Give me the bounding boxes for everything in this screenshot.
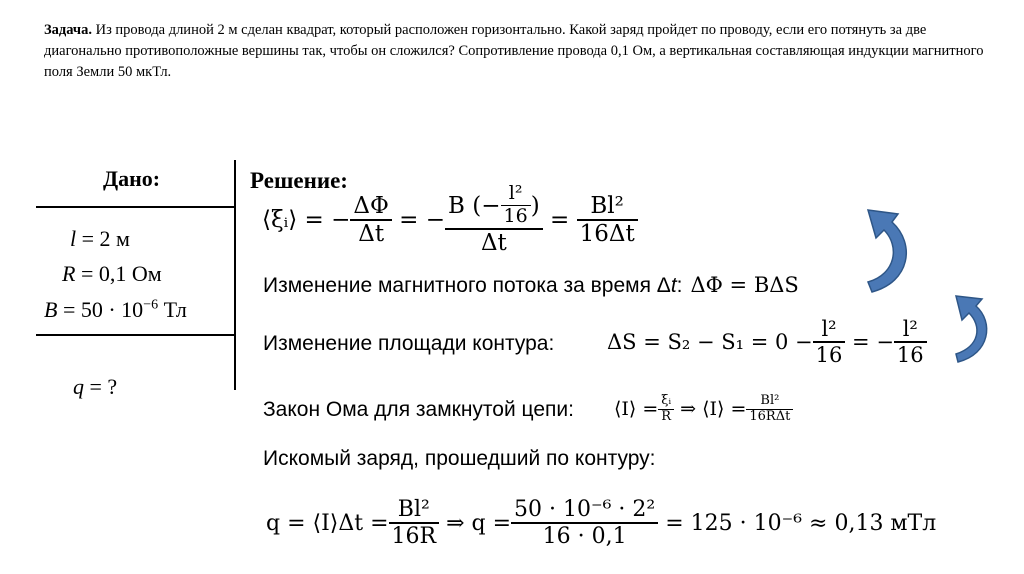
given-title: Дано: — [103, 166, 161, 191]
charge-result: = 125 · 10⁻⁶ ≈ 0,13 мТл — [658, 510, 937, 536]
charge-frac-2-den: 16 · 0,1 — [542, 524, 627, 549]
ohm-mid: ⇒ ⟨I⟩ = — [674, 398, 747, 420]
emf-frac-2 — [445, 183, 543, 256]
area-mid: = − — [845, 330, 894, 354]
emf-frac-1 — [350, 193, 391, 248]
problem-text: Из провода длиной 2 м сделан квадрат, который расположен горизонтально. Какой заряд пройдет по проводу, если его потянуть за две диагонально противоположные вершины так, чтобы он сложился? Сопротивление провода 0,1 Ом, а вертикальная составляющая индукции магнитного поля Земли 50 мкТл. — [44, 22, 984, 80]
emf-equation — [262, 180, 638, 260]
ohm-frac-1 — [658, 394, 674, 425]
given-induction-exp: −6 — [143, 297, 159, 313]
charge-frac-1-den: 16R — [391, 524, 437, 549]
emf-frac-3 — [577, 193, 638, 248]
given-unknown — [73, 374, 117, 400]
charge-lhs: q = ⟨I⟩Δt = — [266, 510, 389, 536]
ohm-law-equation — [614, 384, 793, 434]
flux-change-label-t: t — [670, 274, 677, 297]
given-unknown-value: = ? — [84, 374, 118, 399]
given-resistance-var: R — [62, 261, 76, 286]
emf-lhs: ⟨ξᵢ⟩ = − — [262, 207, 351, 233]
charge-frac-1-num: Bl² — [389, 497, 440, 524]
given-induction-unit: Тл — [158, 297, 187, 322]
emf-frac-2-num-pre: B (− — [448, 192, 501, 219]
given-length-value: = 2 м — [76, 226, 130, 251]
ohm-frac-2-num: Bl² — [746, 394, 793, 410]
area-frac-1 — [813, 317, 846, 367]
given-induction-value: = 50 · 10 — [57, 297, 144, 322]
charge-label: Искомый заряд, прошедший по контуру: — [263, 447, 656, 470]
emf-frac-2-num — [445, 183, 543, 230]
given-induction-var: B — [44, 297, 58, 322]
emf-mid: = − — [391, 207, 446, 233]
ohm-frac-2 — [746, 394, 793, 425]
given-length-var: l — [70, 226, 77, 251]
given-unknown-var: q — [73, 374, 84, 399]
emf-frac-2-den: Δt — [480, 230, 507, 257]
emf-inner-frac — [501, 183, 531, 228]
emf-eq: = — [542, 207, 577, 233]
ohm-law-label: Закон Ома для замкнутой цепи: — [263, 398, 574, 421]
emf-inner-den: 16 — [503, 205, 528, 228]
charge-mid: ⇒ q = — [439, 510, 512, 536]
charge-equation — [266, 485, 936, 561]
curved-arrow-icon — [862, 196, 922, 296]
problem-label: Задача. — [44, 22, 92, 38]
flux-change-label: Изменение магнитного потока за время Δ — [263, 274, 671, 297]
problem-statement — [44, 20, 994, 83]
given-induction — [44, 297, 187, 323]
ohm-frac-1-num: ξᵢ — [658, 394, 674, 410]
ohm-frac-2-den: 16RΔt — [749, 408, 791, 424]
charge-frac-2-num: 50 · 10⁻⁶ · 2² — [511, 497, 658, 524]
area-frac-2-num: l² — [894, 317, 927, 343]
emf-frac-2-num-post: ) — [530, 192, 540, 219]
emf-frac-1-num: ΔΦ — [350, 193, 391, 221]
ohm-frac-1-den: R — [661, 408, 672, 424]
solution-title: Решение: — [250, 168, 348, 193]
flux-change-formula: ΔΦ = BΔS — [690, 273, 799, 297]
given-bottom-divider — [36, 334, 234, 336]
given-vertical-divider — [234, 160, 236, 390]
charge-frac-1 — [389, 497, 440, 550]
given-top-divider — [36, 206, 234, 208]
area-frac-1-num: l² — [813, 317, 846, 343]
given-length — [70, 226, 130, 252]
flux-change-row — [263, 273, 799, 298]
area-frac-2-den: 16 — [896, 343, 924, 367]
flux-change-label-colon: : — [676, 274, 683, 297]
area-change-label: Изменение площади контура: — [263, 332, 555, 355]
area-frac-1-den: 16 — [815, 343, 843, 367]
given-resistance-value: = 0,1 Ом — [75, 261, 162, 286]
curved-arrow-icon — [950, 284, 998, 366]
given-resistance — [62, 261, 162, 287]
emf-frac-1-den: Δt — [358, 221, 385, 247]
emf-inner-num: l² — [501, 183, 531, 206]
area-frac-2 — [894, 317, 927, 367]
ohm-lhs: ⟨I⟩ = — [614, 398, 659, 420]
charge-frac-2 — [511, 497, 658, 550]
area-lhs: ΔS = S₂ − S₁ = 0 − — [607, 330, 813, 354]
emf-frac-3-den: 16Δt — [579, 221, 635, 247]
area-change-equation — [607, 305, 927, 379]
emf-frac-3-num: Bl² — [577, 193, 638, 221]
